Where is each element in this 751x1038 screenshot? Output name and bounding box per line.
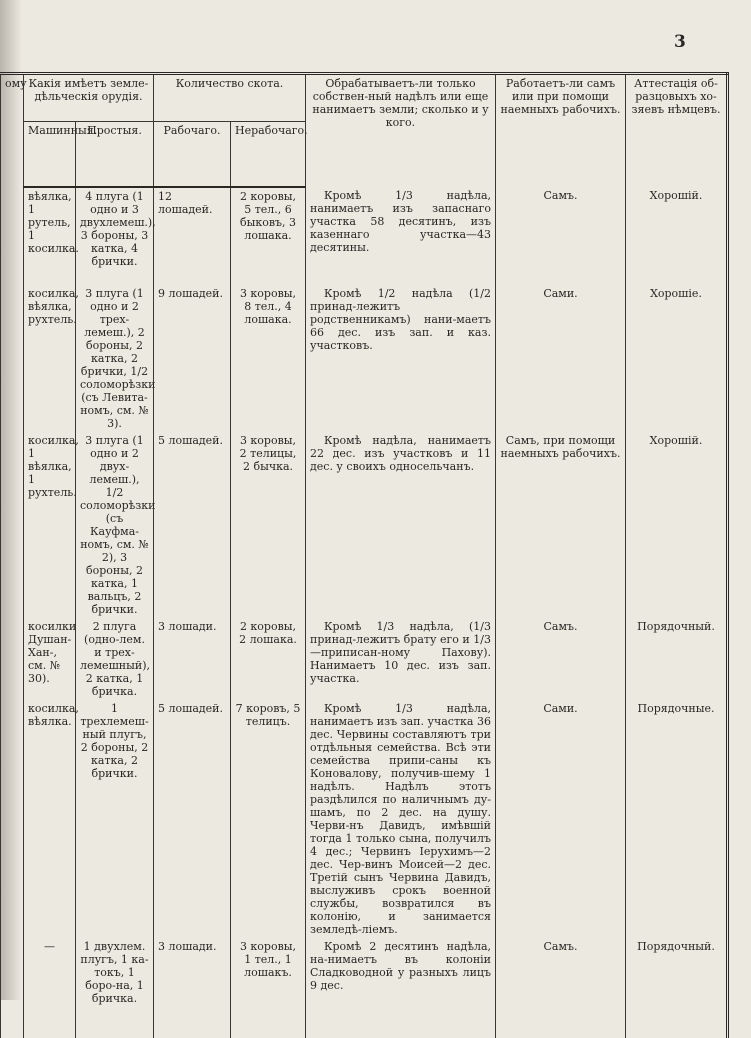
machine-header: Машинныя. <box>24 122 76 188</box>
labor-note: Сами. <box>496 285 626 432</box>
table-row <box>1 938 728 1038</box>
working-stock: 5 лошадей. <box>154 700 231 938</box>
tools-group-header: Какія имѣетъ земле-дѣльческія орудія. <box>24 74 154 122</box>
table-row <box>1 700 728 938</box>
land-note: Кромѣ надѣла, нанимаетъ 22 дес. изъ участковъ и 11 дес. у своихъ односельчанъ. <box>306 432 496 618</box>
simple-tools: 4 плуга (1 одно и 3 двухлемеш.), 3 бороны, 3 катка, 4 брички. <box>76 187 154 285</box>
nonworking-stock: 7 коровъ, 5 телицъ. <box>231 700 306 938</box>
labor-note: Самъ. <box>496 618 626 700</box>
attest-header: Аттестація об-разцовыхъ хо-зяевъ нѣмцевъ. <box>626 74 728 188</box>
attestation: Порядочный. <box>626 618 728 700</box>
machine-tools: косилка, вѣялка, рухтель. <box>24 285 76 432</box>
table-row <box>1 187 728 285</box>
nonworking-stock: 3 коровы, 1 тел., 1 лошакъ. <box>231 938 306 1038</box>
land-header: Обрабатываетъ-ли только собствен-ный надѣлъ или еще нанимаетъ земли; сколько и у кого. <box>306 74 496 188</box>
machine-tools: вѣялка, 1 рутель, 1 косилка. <box>24 187 76 285</box>
land-note: Кромѣ 2 десятинъ надѣла, на-нимаетъ въ колоніи Сладководной у разныхъ лицъ 9 дес. <box>306 938 496 1038</box>
machine-tools: косилка, вѣялка. <box>24 700 76 938</box>
machine-tools: косилка, 1 вѣялка, 1 рухтель. <box>24 432 76 618</box>
land-note: Кромѣ 1/2 надѣла (1/2 принад-лежитъ родственникамъ) нани-маетъ 66 дес. изъ зап. и каз. участковъ. <box>306 285 496 432</box>
attestation: Хорошій. <box>626 187 728 285</box>
attestation: Порядочный. <box>626 938 728 1038</box>
nonworking-stock: 3 коровы, 2 телицы, 2 бычка. <box>231 432 306 618</box>
land-note: Кромѣ 1/3 надѣла, нанимаетъ изъ запаснаго участка 58 десятинъ, изъ казеннаго участка—43 десятины. <box>306 187 496 285</box>
working-stock: 3 лошади. <box>154 618 231 700</box>
simple-tools: 2 плуга (одно-лем. и трех-лемешный), 2 катка, 1 бричка. <box>76 618 154 700</box>
labor-note: Сами. <box>496 700 626 938</box>
cut-column-header: ому <box>1 74 24 188</box>
machine-tools: косилки Душан-Хан-, см. № 30). <box>24 618 76 700</box>
working-stock: 12 лошадей. <box>154 187 231 285</box>
simple-tools: 3 плуга (1 одно и 2 трех-лемеш.), 2 бороны, 2 катка, 2 брички, 1/2 соломорѣзки (съ Левита-номъ, см. № 3). <box>76 285 154 432</box>
working-header: Рабочаго. <box>154 122 231 188</box>
nonworking-stock: 2 коровы, 2 лошака. <box>231 618 306 700</box>
attestation: Хорошій. <box>626 432 728 618</box>
simple-tools: 3 плуга (1 одно и 2 двух-лемеш.), 1/2 соломорѣзки (съ Кауфма-номъ, см. № 2), 3 бороны, 2 катка, 1 вальцъ, 2 брички. <box>76 432 154 618</box>
simple-header: Простыя. <box>76 122 154 188</box>
land-note: Кромѣ 1/3 надѣла, нанимаетъ изъ зап. участка 36 дес. Червины составляютъ три отдѣльныя семейства. Всѣ эти семейства припи-саны къ Коновалову, получив-шему 1 надѣлъ. Надѣлъ этотъ раздѣлился по наличнымъ ду-шамъ, по 2 дес. на душу. Черви-нъ Давидъ, имѣвшій тогда 1 только сына, получилъ 4 дес.; Червинъ Іерухимъ—2 дес. Чер-винъ Моисей—2 дес. Третій сынъ Червина Давидъ, выслуживъ срокъ военной службы, возвратился въ колонію, и занимается земледѣ-ліемъ. <box>306 700 496 938</box>
simple-tools: 1 трехлемеш-ный плугъ, 2 бороны, 2 катка, 2 брички. <box>76 700 154 938</box>
table-row <box>1 432 728 618</box>
labor-note: Самъ, при помощи наемныхъ рабочихъ. <box>496 432 626 618</box>
labor-note: Самъ. <box>496 187 626 285</box>
working-stock: 3 лошади. <box>154 938 231 1038</box>
machine-tools: — <box>24 938 76 1038</box>
nonworking-stock: 2 коровы, 5 тел., 6 быковъ, 3 лошака. <box>231 187 306 285</box>
attestation: Хорошіе. <box>626 285 728 432</box>
working-stock: 5 лошадей. <box>154 432 231 618</box>
nonworking-header: Нерабочаго. <box>231 122 306 188</box>
land-note: Кромѣ 1/3 надѣла, (1/3 принад-лежитъ брату его и 1/3—приписан-ному Пахову). Нанимаетъ 10 дес. изъ зап. участка. <box>306 618 496 700</box>
livestock-group-header: Количество скота. <box>154 74 306 122</box>
nonworking-stock: 3 коровы, 8 тел., 4 лошака. <box>231 285 306 432</box>
working-stock: 9 лошадей. <box>154 285 231 432</box>
ledger-table <box>0 72 729 1038</box>
labor-header: Работаетъ-ли самъ или при помощи наемныхъ рабочихъ. <box>496 74 626 188</box>
labor-note: Самъ. <box>496 938 626 1038</box>
table-row <box>1 618 728 700</box>
page-number: 3 <box>674 32 686 52</box>
table-row <box>1 285 728 432</box>
attestation: Порядочные. <box>626 700 728 938</box>
simple-tools: 1 двухлем. плугъ, 1 ка-токъ, 1 боро-на, 1 бричка. <box>76 938 154 1038</box>
